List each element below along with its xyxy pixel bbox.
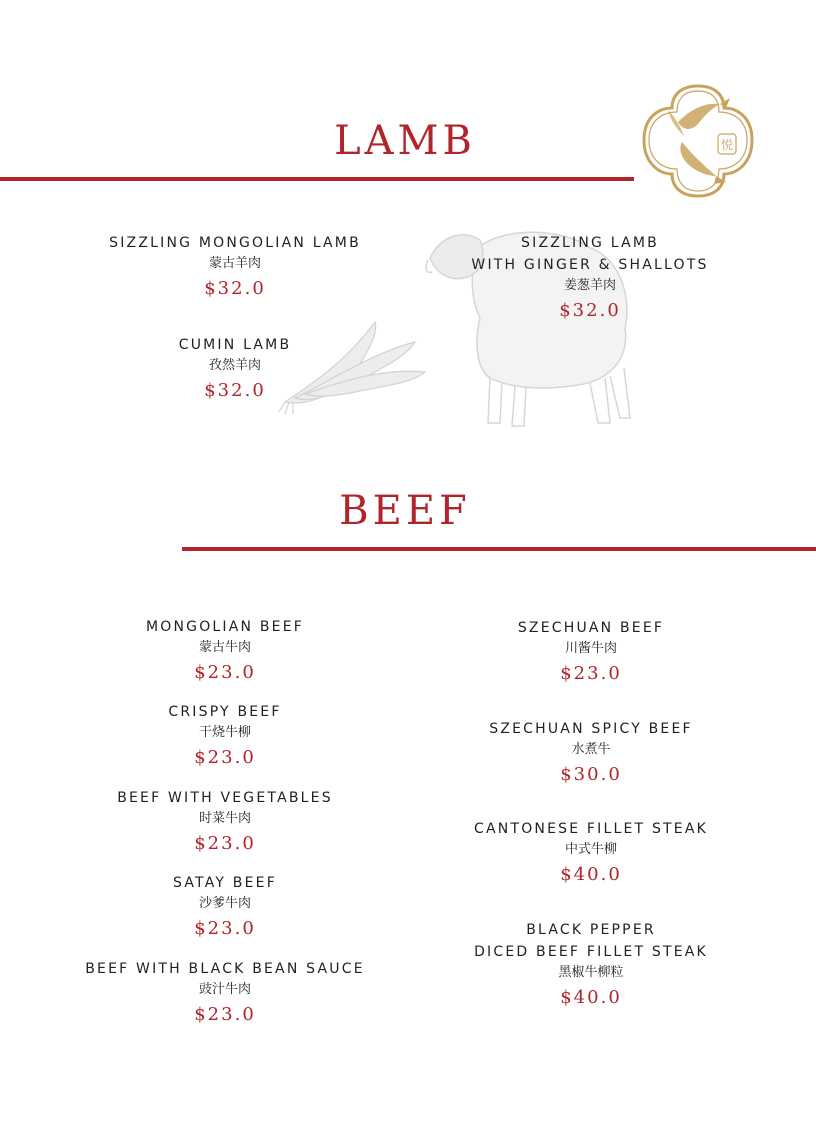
menu-item-szechuan-spicy-beef: [430, 718, 752, 785]
item-chinese-name: 干烧牛柳: [198, 725, 251, 740]
item-chinese-name: 蒙古羊肉: [208, 256, 261, 271]
item-chinese-name: 水煮牛: [571, 742, 611, 757]
item-price: $32.0: [559, 300, 621, 321]
beef-divider: [182, 547, 816, 551]
item-chinese-name: 川酱牛肉: [564, 641, 617, 656]
item-price: $40.0: [560, 987, 622, 1008]
menu-item-szechuan-beef: [430, 617, 752, 684]
menu-item-black-pepper-diced-beef: [430, 919, 752, 1008]
item-price: $23.0: [194, 747, 256, 768]
item-chinese-name: 姜葱羊肉: [563, 278, 616, 293]
item-price: $23.0: [560, 663, 622, 684]
item-chinese-name: 蒙古牛肉: [198, 640, 251, 655]
koi-fish-logo-icon: [638, 80, 758, 202]
lamb-section-title: LAMB: [334, 118, 476, 164]
item-name: BLACK PEPPER DICED BEEF FILLET STEAK: [474, 922, 708, 960]
item-price: $40.0: [560, 864, 622, 885]
item-price: $30.0: [560, 764, 622, 785]
menu-item-beef-black-bean-sauce: [50, 958, 400, 1025]
item-name: CRISPY BEEF: [168, 704, 282, 720]
menu-item-satay-beef: [50, 872, 400, 939]
item-chinese-name: 时菜牛肉: [198, 811, 251, 826]
item-chinese-name: 黑椒牛柳粒: [558, 965, 624, 980]
item-price: $23.0: [194, 1004, 256, 1025]
item-chinese-name: 孜然羊肉: [208, 358, 261, 373]
item-price: $32.0: [204, 278, 266, 299]
menu-item-beef-with-vegetables: [50, 787, 400, 854]
lamb-divider: [0, 177, 634, 181]
item-name: SIZZLING LAMB WITH GINGER & SHALLOTS: [471, 235, 709, 273]
menu-item-mongolian-beef: [50, 616, 400, 683]
beef-section-title: BEEF: [339, 488, 471, 534]
item-name: BEEF WITH BLACK BEAN SAUCE: [85, 961, 365, 977]
item-price: $32.0: [204, 380, 266, 401]
item-price: $23.0: [194, 662, 256, 683]
item-name: SATAY BEEF: [173, 875, 277, 891]
item-name: MONGOLIAN BEEF: [145, 619, 305, 635]
menu-item-cantonese-fillet-steak: [430, 818, 752, 885]
item-chinese-name: 豉汁牛肉: [198, 982, 251, 997]
item-name: SZECHUAN SPICY BEEF: [489, 721, 693, 737]
menu-item-crispy-beef: [50, 701, 400, 768]
item-name: BEEF WITH VEGETABLES: [117, 790, 333, 806]
item-name: SIZZLING MONGOLIAN LAMB: [109, 235, 361, 251]
item-name: CUMIN LAMB: [178, 337, 292, 353]
item-price: $23.0: [194, 833, 256, 854]
seal-character: 悦: [720, 138, 734, 152]
item-chinese-name: 沙爹牛肉: [198, 896, 251, 911]
menu-item-sizzling-lamb-ginger-shallots: [430, 232, 750, 321]
menu-item-sizzling-mongolian-lamb: [60, 232, 410, 299]
menu-item-cumin-lamb: [60, 334, 410, 401]
item-price: $23.0: [194, 918, 256, 939]
item-name: CANTONESE FILLET STEAK: [474, 821, 708, 837]
item-chinese-name: 中式牛柳: [564, 842, 617, 857]
item-name: SZECHUAN BEEF: [517, 620, 665, 636]
